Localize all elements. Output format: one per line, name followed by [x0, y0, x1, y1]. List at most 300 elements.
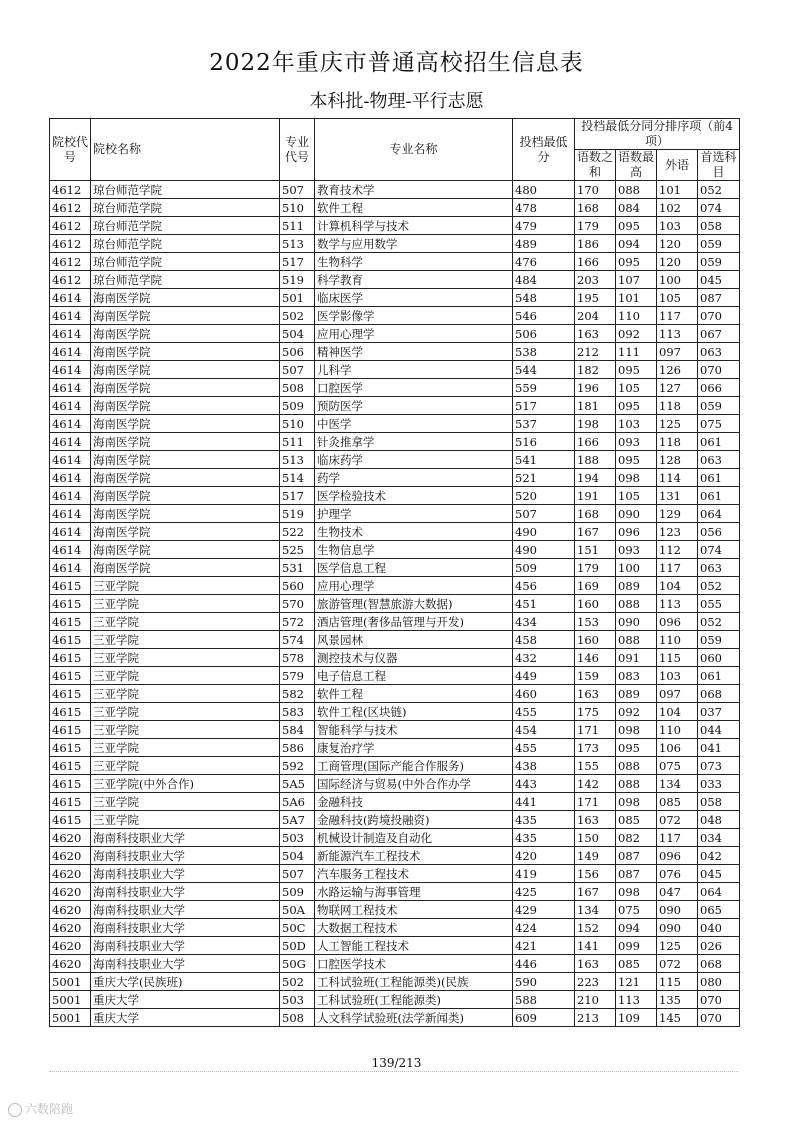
cell-min-score: 506 [513, 325, 575, 343]
cell-school-name: 海南医学院 [91, 541, 280, 559]
table-row [50, 829, 740, 847]
cell-first-subject: 068 [698, 955, 740, 973]
cell-foreign-lang: 103 [657, 217, 698, 235]
cell-foreign-lang: 131 [657, 487, 698, 505]
cell-major-code: 5A6 [280, 793, 315, 811]
table-row [50, 199, 740, 217]
table-row [50, 505, 740, 523]
cell-major-name: 教育技术学 [315, 181, 513, 199]
cell-chinese-math-max: 094 [616, 235, 657, 253]
cell-school-code: 4612 [50, 217, 91, 235]
cell-chinese-math-sum: 171 [575, 721, 616, 739]
cell-major-name: 金融科技 [315, 793, 513, 811]
cell-chinese-math-sum: 166 [575, 433, 616, 451]
cell-major-name: 精神医学 [315, 343, 513, 361]
cell-chinese-math-max: 109 [616, 1009, 657, 1027]
header-major-name: 专业名称 [315, 119, 513, 181]
table-row [50, 235, 740, 253]
cell-major-name: 软件工程(区块链) [315, 703, 513, 721]
cell-chinese-math-max: 088 [616, 631, 657, 649]
cell-school-code: 4620 [50, 955, 91, 973]
table-row [50, 937, 740, 955]
cell-school-name: 琼台师范学院 [91, 199, 280, 217]
cell-major-code: 592 [280, 757, 315, 775]
cell-major-code: 572 [280, 613, 315, 631]
cell-major-name: 人工智能工程技术 [315, 937, 513, 955]
table-row [50, 181, 740, 199]
cell-school-code: 4614 [50, 361, 91, 379]
cell-major-code: 509 [280, 883, 315, 901]
cell-first-subject: 070 [698, 307, 740, 325]
table-row [50, 577, 740, 595]
cell-foreign-lang: 117 [657, 829, 698, 847]
cell-chinese-math-sum: 146 [575, 649, 616, 667]
cell-major-name: 计算机科学与技术 [315, 217, 513, 235]
cell-school-code: 4614 [50, 451, 91, 469]
cell-major-code: 50C [280, 919, 315, 937]
cell-chinese-math-max: 088 [616, 775, 657, 793]
cell-school-name: 琼台师范学院 [91, 217, 280, 235]
cell-first-subject: 064 [698, 505, 740, 523]
cell-school-name: 海南科技职业大学 [91, 865, 280, 883]
cell-school-name: 三亚学院 [91, 631, 280, 649]
cell-first-subject: 059 [698, 235, 740, 253]
cell-school-code: 4615 [50, 811, 91, 829]
cell-foreign-lang: 118 [657, 397, 698, 415]
cell-major-code: 582 [280, 685, 315, 703]
table-row [50, 451, 740, 469]
table-row [50, 379, 740, 397]
cell-major-code: 517 [280, 253, 315, 271]
cell-chinese-math-sum: 223 [575, 973, 616, 991]
cell-chinese-math-max: 101 [616, 289, 657, 307]
cell-school-name: 三亚学院 [91, 613, 280, 631]
cell-foreign-lang: 127 [657, 379, 698, 397]
cell-chinese-math-max: 113 [616, 991, 657, 1009]
cell-foreign-lang: 115 [657, 973, 698, 991]
cell-first-subject: 034 [698, 829, 740, 847]
cell-school-name: 重庆大学 [91, 1009, 280, 1027]
table-row [50, 883, 740, 901]
cell-min-score: 434 [513, 613, 575, 631]
table-row [50, 397, 740, 415]
cell-chinese-math-max: 100 [616, 559, 657, 577]
cell-foreign-lang: 125 [657, 937, 698, 955]
cell-major-name: 物联网工程技术 [315, 901, 513, 919]
cell-foreign-lang: 096 [657, 847, 698, 865]
cell-major-code: 574 [280, 631, 315, 649]
table-row [50, 757, 740, 775]
cell-first-subject: 061 [698, 469, 740, 487]
cell-foreign-lang: 085 [657, 793, 698, 811]
cell-chinese-math-max: 098 [616, 883, 657, 901]
cell-min-score: 609 [513, 1009, 575, 1027]
cell-chinese-math-sum: 155 [575, 757, 616, 775]
cell-chinese-math-sum: 194 [575, 469, 616, 487]
cell-first-subject: 059 [698, 397, 740, 415]
cell-major-name: 工商管理(国际产能合作服务) [315, 757, 513, 775]
table-row [50, 631, 740, 649]
header-min-score: 投档最低分 [513, 119, 575, 181]
cell-major-code: 519 [280, 271, 315, 289]
header-first-subject: 首选科目 [698, 150, 740, 181]
cell-major-code: 507 [280, 865, 315, 883]
cell-major-name: 医学影像学 [315, 307, 513, 325]
cell-school-code: 4614 [50, 541, 91, 559]
cell-foreign-lang: 145 [657, 1009, 698, 1027]
cell-major-code: 514 [280, 469, 315, 487]
table-row [50, 901, 740, 919]
cell-chinese-math-max: 087 [616, 865, 657, 883]
cell-major-name: 儿科学 [315, 361, 513, 379]
cell-major-name: 临床药学 [315, 451, 513, 469]
cell-foreign-lang: 047 [657, 883, 698, 901]
cell-first-subject: 074 [698, 541, 740, 559]
cell-min-score: 441 [513, 793, 575, 811]
cell-first-subject: 070 [698, 361, 740, 379]
watermark-circle-icon [8, 1103, 22, 1117]
cell-major-code: 5A5 [280, 775, 315, 793]
cell-first-subject: 060 [698, 649, 740, 667]
cell-school-name: 海南科技职业大学 [91, 847, 280, 865]
cell-chinese-math-max: 121 [616, 973, 657, 991]
cell-school-name: 海南医学院 [91, 487, 280, 505]
cell-school-name: 三亚学院 [91, 811, 280, 829]
cell-min-score: 449 [513, 667, 575, 685]
cell-chinese-math-sum: 160 [575, 631, 616, 649]
table-row [50, 289, 740, 307]
cell-chinese-math-max: 095 [616, 739, 657, 757]
cell-chinese-math-sum: 163 [575, 685, 616, 703]
dotted-border [49, 1071, 739, 1072]
cell-major-code: 502 [280, 307, 315, 325]
cell-chinese-math-max: 095 [616, 451, 657, 469]
cell-school-name: 三亚学院 [91, 595, 280, 613]
cell-major-code: 510 [280, 415, 315, 433]
cell-major-name: 中医学 [315, 415, 513, 433]
cell-chinese-math-max: 090 [616, 613, 657, 631]
cell-chinese-math-max: 088 [616, 595, 657, 613]
cell-chinese-math-sum: 168 [575, 199, 616, 217]
cell-chinese-math-max: 105 [616, 379, 657, 397]
cell-major-name: 预防医学 [315, 397, 513, 415]
document-title: 2022年重庆市普通高校招生信息表 [209, 50, 584, 76]
cell-major-code: 578 [280, 649, 315, 667]
cell-chinese-math-sum: 212 [575, 343, 616, 361]
cell-school-code: 4614 [50, 487, 91, 505]
cell-major-code: 586 [280, 739, 315, 757]
cell-min-score: 421 [513, 937, 575, 955]
cell-school-code: 4614 [50, 469, 91, 487]
cell-min-score: 521 [513, 469, 575, 487]
cell-min-score: 456 [513, 577, 575, 595]
cell-chinese-math-sum: 210 [575, 991, 616, 1009]
header-chinese-math-max: 语数最高 [616, 150, 657, 181]
cell-major-name: 国际经济与贸易(中外合作办学 [315, 775, 513, 793]
cell-chinese-math-max: 103 [616, 415, 657, 433]
cell-min-score: 419 [513, 865, 575, 883]
cell-school-code: 4615 [50, 577, 91, 595]
cell-chinese-math-sum: 159 [575, 667, 616, 685]
cell-first-subject: 068 [698, 685, 740, 703]
cell-school-name: 海南科技职业大学 [91, 901, 280, 919]
cell-major-name: 口腔医学 [315, 379, 513, 397]
cell-first-subject: 040 [698, 919, 740, 937]
cell-chinese-math-sum: 181 [575, 397, 616, 415]
cell-school-code: 5001 [50, 991, 91, 1009]
cell-school-name: 海南医学院 [91, 361, 280, 379]
cell-major-name: 软件工程 [315, 199, 513, 217]
cell-foreign-lang: 129 [657, 505, 698, 523]
cell-school-code: 4614 [50, 343, 91, 361]
table-row [50, 361, 740, 379]
cell-school-code: 4615 [50, 775, 91, 793]
cell-first-subject: 059 [698, 253, 740, 271]
cell-chinese-math-max: 090 [616, 505, 657, 523]
table-row [50, 865, 740, 883]
cell-school-code: 4620 [50, 847, 91, 865]
cell-foreign-lang: 072 [657, 955, 698, 973]
cell-chinese-math-max: 093 [616, 433, 657, 451]
admission-table [49, 118, 740, 1027]
cell-chinese-math-max: 098 [616, 721, 657, 739]
cell-major-name: 大数据工程技术 [315, 919, 513, 937]
table-row [50, 469, 740, 487]
cell-major-code: 501 [280, 289, 315, 307]
cell-foreign-lang: 105 [657, 289, 698, 307]
cell-major-code: 507 [280, 361, 315, 379]
table-row [50, 721, 740, 739]
cell-chinese-math-max: 105 [616, 487, 657, 505]
cell-school-code: 4612 [50, 181, 91, 199]
cell-min-score: 429 [513, 901, 575, 919]
cell-first-subject: 026 [698, 937, 740, 955]
cell-major-name: 应用心理学 [315, 325, 513, 343]
cell-first-subject: 063 [698, 343, 740, 361]
table-row [50, 667, 740, 685]
cell-school-code: 4615 [50, 703, 91, 721]
cell-school-name: 海南医学院 [91, 325, 280, 343]
cell-major-code: 508 [280, 1009, 315, 1027]
cell-chinese-math-max: 095 [616, 361, 657, 379]
cell-school-name: 海南医学院 [91, 451, 280, 469]
cell-major-name: 生物信息学 [315, 541, 513, 559]
cell-major-name: 旅游管理(智慧旅游大数据) [315, 595, 513, 613]
cell-chinese-math-sum: 179 [575, 217, 616, 235]
cell-foreign-lang: 096 [657, 613, 698, 631]
cell-chinese-math-sum: 179 [575, 559, 616, 577]
cell-foreign-lang: 075 [657, 757, 698, 775]
cell-first-subject: 063 [698, 451, 740, 469]
cell-first-subject: 058 [698, 793, 740, 811]
cell-school-name: 三亚学院 [91, 739, 280, 757]
cell-school-name: 重庆大学 [91, 991, 280, 1009]
cell-min-score: 480 [513, 181, 575, 199]
cell-chinese-math-sum: 203 [575, 271, 616, 289]
cell-major-code: 525 [280, 541, 315, 559]
cell-school-name: 三亚学院 [91, 793, 280, 811]
cell-school-code: 4620 [50, 829, 91, 847]
cell-min-score: 438 [513, 757, 575, 775]
cell-foreign-lang: 114 [657, 469, 698, 487]
cell-major-name: 针灸推拿学 [315, 433, 513, 451]
cell-major-code: 570 [280, 595, 315, 613]
cell-school-code: 4615 [50, 739, 91, 757]
cell-chinese-math-max: 093 [616, 541, 657, 559]
cell-min-score: 460 [513, 685, 575, 703]
table-row [50, 343, 740, 361]
cell-major-name: 智能科学与技术 [315, 721, 513, 739]
cell-school-name: 三亚学院 [91, 577, 280, 595]
cell-foreign-lang: 100 [657, 271, 698, 289]
cell-chinese-math-sum: 163 [575, 811, 616, 829]
cell-major-name: 新能源汽车工程技术 [315, 847, 513, 865]
cell-min-score: 559 [513, 379, 575, 397]
table-row [50, 739, 740, 757]
cell-first-subject: 052 [698, 577, 740, 595]
cell-school-name: 海南医学院 [91, 523, 280, 541]
cell-min-score: 451 [513, 595, 575, 613]
cell-first-subject: 058 [698, 217, 740, 235]
cell-major-code: 583 [280, 703, 315, 721]
cell-major-code: 50G [280, 955, 315, 973]
cell-chinese-math-max: 095 [616, 253, 657, 271]
cell-major-name: 水路运输与海事管理 [315, 883, 513, 901]
cell-school-name: 琼台师范学院 [91, 253, 280, 271]
cell-major-code: 511 [280, 217, 315, 235]
cell-school-code: 4614 [50, 505, 91, 523]
table-row [50, 433, 740, 451]
cell-school-code: 4614 [50, 325, 91, 343]
cell-school-code: 4615 [50, 721, 91, 739]
cell-major-code: 503 [280, 991, 315, 1009]
cell-chinese-math-sum: 182 [575, 361, 616, 379]
cell-min-score: 489 [513, 235, 575, 253]
cell-chinese-math-max: 085 [616, 955, 657, 973]
cell-min-score: 424 [513, 919, 575, 937]
header-chinese-math-sum: 语数之和 [575, 150, 616, 181]
cell-major-name: 电子信息工程 [315, 667, 513, 685]
cell-chinese-math-max: 089 [616, 577, 657, 595]
cell-foreign-lang: 110 [657, 721, 698, 739]
cell-major-name: 临床医学 [315, 289, 513, 307]
cell-school-name: 三亚学院 [91, 667, 280, 685]
cell-chinese-math-sum: 171 [575, 793, 616, 811]
cell-chinese-math-sum: 163 [575, 955, 616, 973]
cell-foreign-lang: 113 [657, 325, 698, 343]
header-foreign-lang: 外语 [657, 150, 698, 181]
table-row [50, 973, 740, 991]
cell-first-subject: 063 [698, 559, 740, 577]
cell-min-score: 509 [513, 559, 575, 577]
cell-school-code: 4612 [50, 253, 91, 271]
table-row [50, 991, 740, 1009]
cell-major-name: 应用心理学 [315, 577, 513, 595]
header-school-code: 院校代号 [50, 119, 91, 181]
cell-major-name: 康复治疗学 [315, 739, 513, 757]
cell-foreign-lang: 135 [657, 991, 698, 1009]
table-row [50, 1009, 740, 1027]
cell-school-name: 三亚学院 [91, 721, 280, 739]
cell-school-code: 4614 [50, 397, 91, 415]
header-major-code: 专业代号 [280, 119, 315, 181]
cell-major-code: 522 [280, 523, 315, 541]
cell-chinese-math-max: 098 [616, 793, 657, 811]
table-row [50, 811, 740, 829]
cell-chinese-math-sum: 195 [575, 289, 616, 307]
cell-chinese-math-sum: 186 [575, 235, 616, 253]
cell-major-code: 50D [280, 937, 315, 955]
cell-major-name: 生物技术 [315, 523, 513, 541]
cell-first-subject: 037 [698, 703, 740, 721]
cell-chinese-math-max: 082 [616, 829, 657, 847]
cell-first-subject: 033 [698, 775, 740, 793]
cell-chinese-math-max: 089 [616, 685, 657, 703]
cell-first-subject: 074 [698, 199, 740, 217]
cell-school-code: 4614 [50, 559, 91, 577]
cell-major-code: 5A7 [280, 811, 315, 829]
table-row [50, 703, 740, 721]
cell-chinese-math-sum: 196 [575, 379, 616, 397]
cell-chinese-math-sum: 166 [575, 253, 616, 271]
cell-school-name: 海南医学院 [91, 379, 280, 397]
cell-chinese-math-sum: 153 [575, 613, 616, 631]
cell-school-name: 重庆大学(民族班) [91, 973, 280, 991]
cell-major-name: 口腔医学技术 [315, 955, 513, 973]
cell-school-code: 4614 [50, 433, 91, 451]
cell-school-name: 海南科技职业大学 [91, 937, 280, 955]
cell-foreign-lang: 103 [657, 667, 698, 685]
cell-chinese-math-max: 088 [616, 181, 657, 199]
cell-min-score: 537 [513, 415, 575, 433]
cell-foreign-lang: 117 [657, 307, 698, 325]
cell-chinese-math-sum: 213 [575, 1009, 616, 1027]
cell-chinese-math-sum: 169 [575, 577, 616, 595]
cell-major-name: 工科试验班(工程能源类) [315, 991, 513, 1009]
cell-major-code: 584 [280, 721, 315, 739]
cell-school-code: 4614 [50, 307, 91, 325]
table-row [50, 847, 740, 865]
cell-school-code: 4615 [50, 631, 91, 649]
page-number: 139/213 [371, 1056, 422, 1070]
cell-foreign-lang: 117 [657, 559, 698, 577]
cell-major-code: 508 [280, 379, 315, 397]
cell-first-subject: 087 [698, 289, 740, 307]
cell-foreign-lang: 120 [657, 253, 698, 271]
table-row [50, 253, 740, 271]
cell-foreign-lang: 120 [657, 235, 698, 253]
cell-min-score: 516 [513, 433, 575, 451]
table-row [50, 559, 740, 577]
cell-min-score: 546 [513, 307, 575, 325]
cell-chinese-math-sum: 168 [575, 505, 616, 523]
cell-foreign-lang: 112 [657, 541, 698, 559]
cell-major-code: 503 [280, 829, 315, 847]
table-row [50, 649, 740, 667]
cell-school-name: 琼台师范学院 [91, 235, 280, 253]
cell-first-subject: 073 [698, 757, 740, 775]
cell-first-subject: 059 [698, 631, 740, 649]
table-row [50, 523, 740, 541]
cell-first-subject: 052 [698, 613, 740, 631]
cell-foreign-lang: 113 [657, 595, 698, 613]
cell-min-score: 520 [513, 487, 575, 505]
cell-chinese-math-sum: 149 [575, 847, 616, 865]
cell-min-score: 432 [513, 649, 575, 667]
cell-foreign-lang: 123 [657, 523, 698, 541]
cell-school-code: 4615 [50, 757, 91, 775]
cell-min-score: 425 [513, 883, 575, 901]
